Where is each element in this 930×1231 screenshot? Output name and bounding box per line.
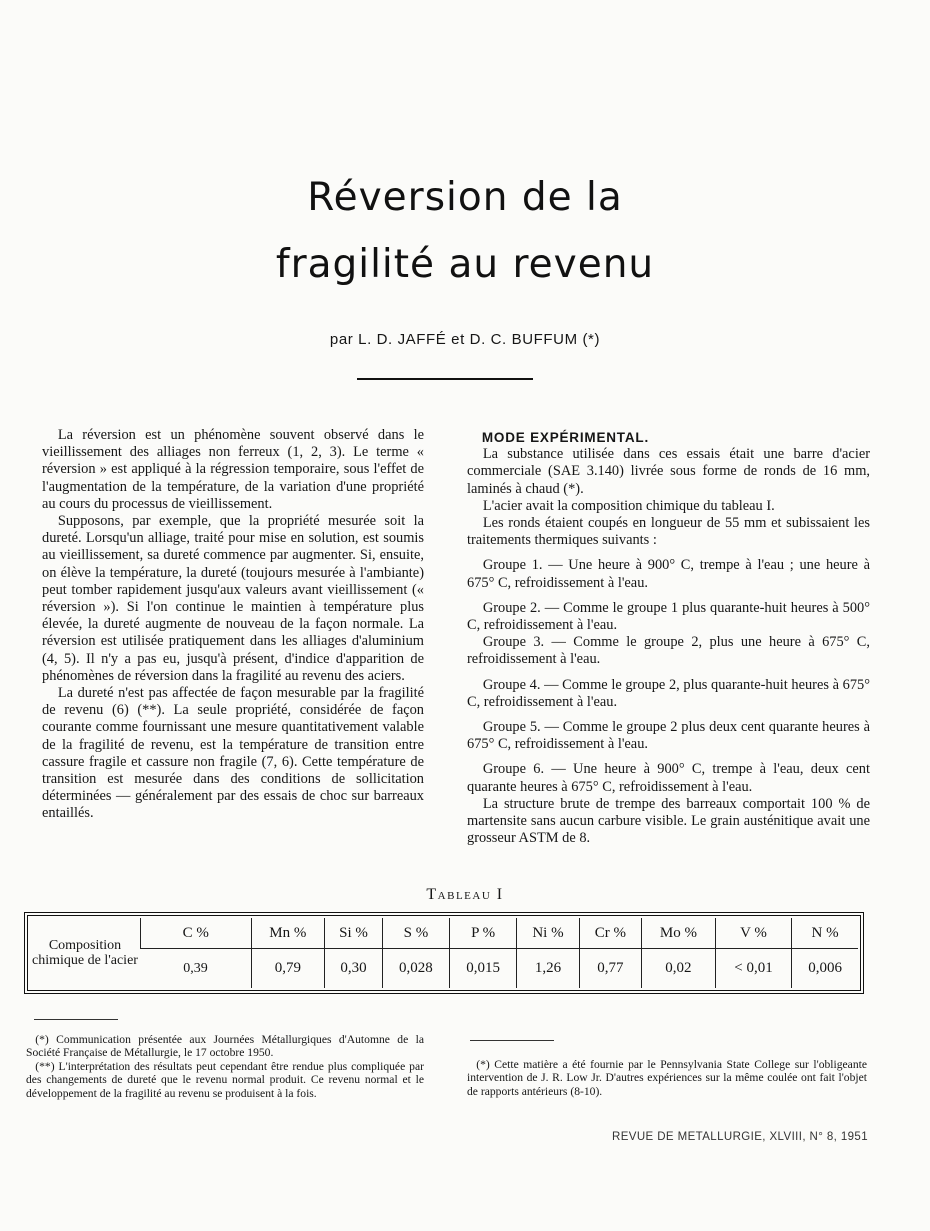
paragraph: Groupe 2. — Comme le groupe 1 plus quarante-huit heures à 500° C, refroidissement à l'eau. [467, 599, 870, 634]
table-value-cell: 0,02 [642, 949, 716, 989]
running-footer: REVUE DE METALLURGIE, XLVIII, N° 8, 1951 [612, 1131, 869, 1143]
table-value-cell: 0,028 [382, 949, 449, 989]
table-value-cell: 0,39 [183, 961, 208, 976]
table-header-cell: Si % [325, 918, 383, 949]
table-value-cell: 0,77 [579, 949, 641, 989]
table-header-cell: Mn % [251, 918, 325, 949]
row-label: Composition chimique de l'acier [32, 938, 138, 968]
table-value-cell: 1,26 [517, 949, 579, 989]
table-header-cell: V % [715, 918, 791, 949]
table-header-cell: P % [450, 918, 517, 949]
paragraph: La réversion est un phénomène souvent observé dans le vieillissement des alliages non ferreux (1, 2, 3). Le terme « réversion » est appliqué à la régression temporaire, sous l'effet de l'augmentation de la température, de la variation d'une propriété au cours du processus de vieillissement. [42, 427, 424, 512]
title-rule [357, 378, 533, 380]
table-header-cell: C % [141, 918, 252, 949]
footnote: (*) Communication présentée aux Journées Métallurgiques d'Automne de la Société Française de Métallurgie, le 17 octobre 1950. [26, 1033, 424, 1060]
table-header-cell: Ni % [517, 918, 579, 949]
paragraph: La structure brute de trempe des barreaux comportait 100 % de martensite sans aucun carbure visible. Le grain austénitique avait une grosseur ASTM de 8. [467, 795, 870, 847]
table-value-cell: 0,006 [792, 949, 858, 989]
title-line-1: Réversion de la [307, 175, 623, 220]
section-heading: MODE EXPÉRIMENTAL. [481, 430, 650, 445]
paragraph: Groupe 1. — Une heure à 900° C, trempe à l'eau ; une heure à 675° C, refroidissement à l'eau. [467, 557, 870, 591]
right-column [467, 429, 870, 847]
footnote-rule [34, 1019, 118, 1020]
left-column [42, 427, 424, 823]
footnote: (**) L'interprétation des résultats peut cependant être rendue plus compliquée par des changements de dureté que le revenu normal produit. Ce revenu normal et le développement de la fragilité au revenu se produisent à la fois. [26, 1059, 424, 1100]
table-header-cell: S % [382, 918, 449, 949]
table-value-cell: < 0,01 [715, 949, 791, 989]
paragraph: Groupe 6. — Une heure à 900° C, trempe à l'eau, deux cent quarante heures à 675° C, refroidissement à l'eau. [467, 761, 870, 795]
footnote-rule [470, 1040, 554, 1041]
title-line-2: fragilité au revenu [275, 242, 655, 287]
footnote: (*) Cette matière a été fournie par le Pennsylvania State College sur l'obligeante intervention de J. R. Low Jr. D'autres expériences sur la même coulée ont fait l'objet de rapports antérieurs (8-10). [467, 1058, 867, 1098]
paragraph: Groupe 5. — Comme le groupe 2 plus deux cent quarante heures à 675° C, refroidissement à l'eau. [467, 719, 870, 753]
paragraph: Les ronds étaient coupés en longueur de 55 mm et subissaient les traitements thermiques suivants : [467, 515, 870, 549]
paragraph: La dureté n'est pas affectée de façon mesurable par la fragilité de revenu (6) (**). La seule propriété, considérée de façon courante comme fournissant une mesure quantitativement valable de la fragilité de revenu, est la température de transition entre cassure fragile et cassure non fragile (7, 6). Cette température de transition est mesurée dans des conditions de sollicitation déterminées — généralement par des essais de choc sur barreaux entaillés. [42, 685, 424, 822]
table-header-cell: Mo % [642, 918, 716, 949]
paragraph: La substance utilisée dans ces essais était une barre d'acier commerciale (SAE 3.140) livrée sous forme de ronds de 16 mm, laminés à chaud (*). [467, 446, 870, 497]
paragraph: Supposons, par exemple, que la propriété mesurée soit la dureté. Lorsqu'un alliage, traité pour mise en solution, est soumis au vieillissement, sa dureté commence par augmenter. Si, ensuite, on élève la température, la dureté (toujours mesurée à l'ambiante) peut tomber rapidement jusqu'aux valeurs avant vieillissement (« réversion »). Si l'on continue le maintien à température plus élevée, la dureté augmente de nouveau de la façon normale. La réversion est utilisée pratiquement dans les alliages d'aluminium (4, 5). Il n'y a pas eu, jusqu'à présent, d'indice d'apparition de phénomènes de réversion dans la fragilité au revenu des aciers. [42, 513, 424, 684]
table-value-cell: 0,30 [325, 949, 383, 989]
table-title: Tableau I [426, 886, 504, 903]
table-header-cell: Cr % [579, 918, 641, 949]
paragraph: L'acier avait la composition chimique du tableau I. [482, 497, 775, 514]
footnotes-right [467, 1058, 867, 1098]
table-value-cell: 0,79 [251, 949, 325, 989]
table-value-cell: 0,015 [450, 949, 517, 989]
paragraph: Groupe 4. — Comme le groupe 2, plus quarante-huit heures à 675° C, refroidissement à l'eau. [467, 676, 870, 710]
authors-line: par L. D. JAFFÉ et D. C. BUFFUM (*) [329, 331, 601, 348]
composition-table [24, 912, 864, 994]
paragraph: Groupe 3. — Comme le groupe 2, plus une heure à 675° C, refroidissement à l'eau. [467, 634, 870, 668]
footnotes-left [26, 1033, 424, 1100]
table-header-cell: N % [792, 918, 858, 949]
